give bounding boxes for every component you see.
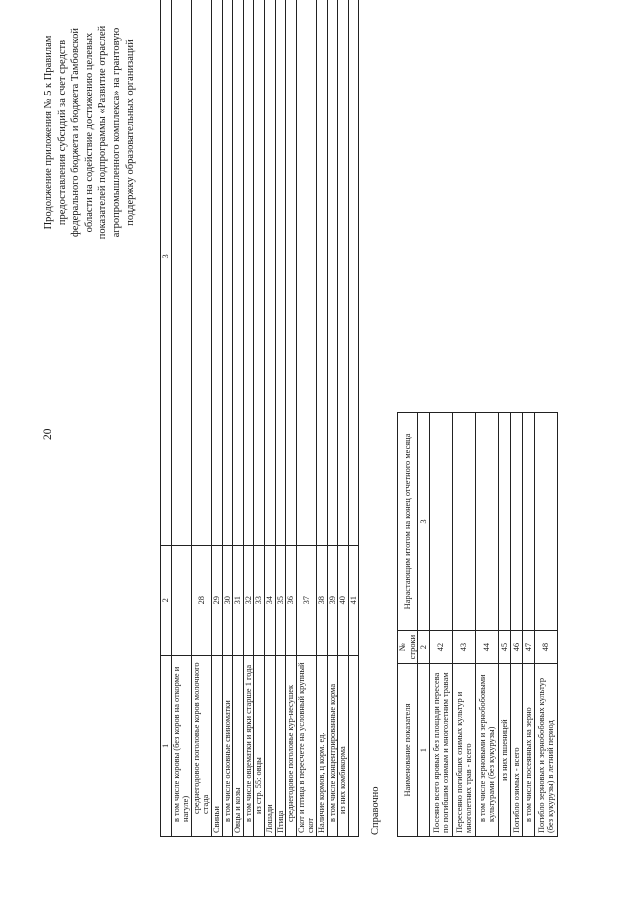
row-value: [275, 0, 286, 545]
row-value: [453, 413, 476, 631]
row-name: в том числе овцематки и ярки старше 1 года: [243, 655, 254, 836]
row-name: Овцы и козы: [233, 655, 244, 836]
table-row: [499, 413, 511, 837]
table-row: [211, 0, 222, 837]
row-name: Пересеяно погибших озимых культур и многолетних трав - всего: [453, 664, 476, 837]
row-value: [286, 0, 297, 545]
table-row: [476, 413, 499, 837]
row-name: Погибло озимых - всего: [511, 664, 523, 837]
row-name: из стр. 55: овцы: [254, 655, 265, 836]
row-value: [243, 0, 254, 545]
table-row: [264, 0, 275, 837]
table-row: [523, 413, 535, 837]
table-row: [511, 413, 523, 837]
table-row: [535, 413, 558, 837]
table-row: [430, 413, 453, 837]
column-number-2: 2: [161, 545, 172, 655]
row-name: в том числе коровы (без коров на откорме и нагуле): [171, 655, 191, 836]
row-line: 48: [535, 631, 558, 664]
row-line: 31: [233, 545, 244, 655]
table-subheader-row: [418, 413, 430, 837]
row-line: 45: [499, 631, 511, 664]
reference-table: [397, 412, 558, 837]
table-row: [286, 0, 297, 837]
row-value: [171, 0, 191, 545]
table-row: [338, 0, 349, 837]
row-line: 46: [511, 631, 523, 664]
row-line: 44: [476, 631, 499, 664]
column-number-2: 2: [418, 631, 430, 664]
table-row: [222, 0, 233, 837]
row-name: из них комбикорма: [338, 655, 349, 836]
table-row: [453, 413, 476, 837]
column-number-3: 3: [161, 0, 172, 545]
table-row: [171, 0, 191, 837]
table-row: [233, 0, 244, 837]
row-line: 38: [316, 545, 327, 655]
row-value: [254, 0, 265, 545]
table-header-row: [398, 413, 418, 837]
livestock-table: [160, 0, 359, 837]
row-line: 32: [243, 545, 254, 655]
row-line: 41: [348, 545, 359, 655]
table-row: [275, 0, 286, 837]
column-number-3: 3: [418, 413, 430, 631]
table-row: [254, 0, 265, 837]
row-line: 42: [430, 631, 453, 664]
row-line: 30: [222, 545, 233, 655]
row-name: Погибло зерновых и зернобобовых культур (без кукурузы) в летний период: [535, 664, 558, 837]
page-number: 20: [42, 428, 54, 440]
row-line: 40: [338, 545, 349, 655]
row-name: в том числе концентрированные корма: [327, 655, 338, 836]
row-line: 36: [286, 545, 297, 655]
row-line: 28: [191, 545, 211, 655]
column-header-line: № строки: [398, 631, 418, 664]
row-name: Наличие кормов, ц корм. ед.: [316, 655, 327, 836]
column-number-1: 1: [418, 664, 430, 837]
table-row: [296, 0, 316, 837]
row-line: 29: [211, 545, 222, 655]
row-value: [523, 413, 535, 631]
row-name: Скот и птица в пересчете на условный крупный скот: [296, 655, 316, 836]
row-name: в том числе основные свиноматки: [222, 655, 233, 836]
row-value: [296, 0, 316, 545]
row-name: [348, 655, 359, 836]
row-value: [264, 0, 275, 545]
row-value: [348, 0, 359, 545]
row-value: [316, 0, 327, 545]
row-line: 47: [523, 631, 535, 664]
table-row: [191, 0, 211, 837]
appendix-note: Продолжение приложения № 5 к Правилам предоставления субсидий за счет средств федерального бюджета и бюджета Тамбовской области на содействие достижению целевых показателей подпрограммы «Развитие отраслей агропромышленного комплекса» на грантовую поддержку образовательных организаций: [43, 25, 136, 240]
row-name: среднегодовое поголовье коров молочного стада: [191, 655, 211, 836]
row-line: 33: [254, 545, 265, 655]
row-value: [535, 413, 558, 631]
row-name: среднегодовое поголовье кур-несушек: [286, 655, 297, 836]
reference-label: Справочно: [370, 786, 381, 835]
row-name: в том числе зерновыми и зернобобовыми культурами (без кукурузы): [476, 664, 499, 837]
table-row: [243, 0, 254, 837]
row-name: Посеяно всего яровых без площади пересева по погибшим озимым и многолетним травам: [430, 664, 453, 837]
row-line: 34: [264, 545, 275, 655]
row-value: [191, 0, 211, 545]
table-row: [348, 0, 359, 837]
table-row: [316, 0, 327, 837]
row-value: [476, 413, 499, 631]
column-header-name: Наименование показателя: [398, 664, 418, 837]
row-name: Свиньи: [211, 655, 222, 836]
column-number-1: 1: [161, 655, 172, 836]
row-value: [338, 0, 349, 545]
row-value: [511, 413, 523, 631]
row-name: из них пшеницей: [499, 664, 511, 837]
row-line: 37: [296, 545, 316, 655]
row-value: [327, 0, 338, 545]
row-value: [211, 0, 222, 545]
row-value: [499, 413, 511, 631]
row-value: [222, 0, 233, 545]
table-header-row: [161, 0, 172, 837]
row-value: [430, 413, 453, 631]
row-name: Лошади: [264, 655, 275, 836]
row-name: в том числе посеянных на зерно: [523, 664, 535, 837]
table-row: [327, 0, 338, 837]
row-line: [171, 545, 191, 655]
column-header-value: Нарастающим итогом на конец отчетного месяца: [398, 413, 418, 631]
row-line: 39: [327, 545, 338, 655]
row-value: [233, 0, 244, 545]
row-line: 43: [453, 631, 476, 664]
row-line: 35: [275, 545, 286, 655]
row-name: Птица: [275, 655, 286, 836]
